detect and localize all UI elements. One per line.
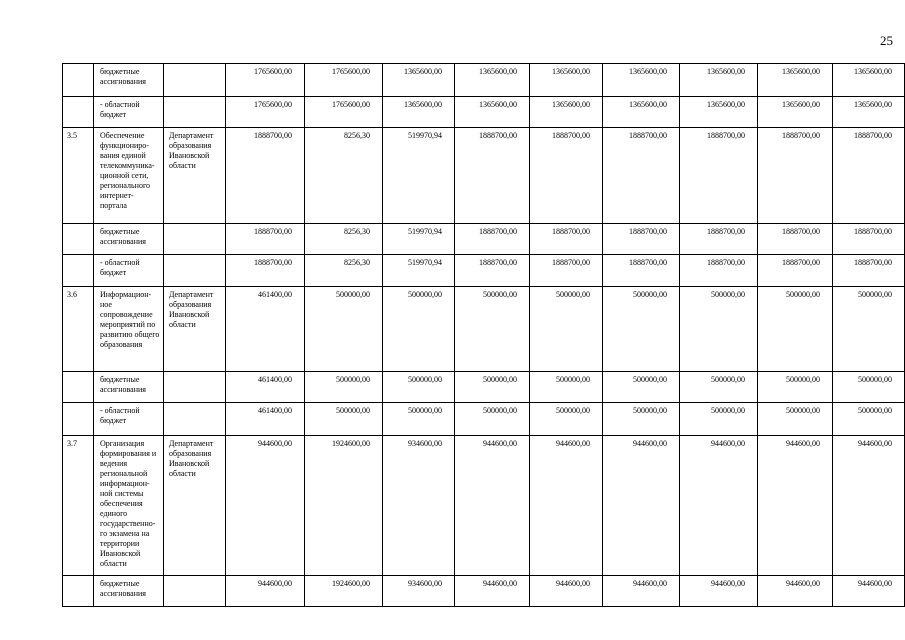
row-name-cell: - областной бюджет [94,97,164,128]
row-value-cell: 1365600,00 [383,97,455,128]
row-name-cell: - областной бюджет [94,255,164,287]
row-value-cell: 1888700,00 [758,224,833,255]
row-executor-cell [164,255,226,287]
row-value-cell: 944600,00 [680,576,758,607]
row-value-cell: 1888700,00 [833,224,905,255]
row-value-cell: 519970,94 [383,224,455,255]
row-value-cell: 1765600,00 [305,64,383,97]
row-value-cell: 500000,00 [833,287,905,372]
row-value-cell: 500000,00 [455,287,530,372]
row-value-cell: 944600,00 [833,436,905,576]
row-value-cell: 461400,00 [226,403,305,436]
row-executor-cell [164,403,226,436]
row-value-cell: 1888700,00 [530,224,603,255]
table-row [63,403,905,436]
row-value-cell: 1888700,00 [226,128,305,224]
row-value-cell: 1365600,00 [603,97,680,128]
row-value-cell: 1365600,00 [758,97,833,128]
row-value-cell: 500000,00 [833,372,905,403]
row-value-cell: 500000,00 [680,287,758,372]
row-value-cell: 934600,00 [383,576,455,607]
row-name-cell: бюджетные ассигнования [94,372,164,403]
table-row [63,255,905,287]
row-value-cell: 944600,00 [226,436,305,576]
row-value-cell: 1888700,00 [455,224,530,255]
table-row [63,128,905,224]
row-index-cell: 3.5 [63,128,94,224]
row-value-cell: 8256,30 [305,224,383,255]
row-value-cell: 461400,00 [226,287,305,372]
row-value-cell: 1365600,00 [833,97,905,128]
row-value-cell: 1365600,00 [530,64,603,97]
row-value-cell: 500000,00 [455,372,530,403]
row-value-cell: 500000,00 [305,403,383,436]
row-value-cell: 1888700,00 [226,255,305,287]
row-value-cell: 1888700,00 [833,255,905,287]
row-value-cell: 934600,00 [383,436,455,576]
row-value-cell: 944600,00 [603,436,680,576]
row-name-cell: бюджетные ассигнования [94,64,164,97]
row-value-cell: 944600,00 [603,576,680,607]
row-executor-cell: Департамент образования Ивановской области [164,287,226,372]
row-value-cell: 500000,00 [383,287,455,372]
row-value-cell: 500000,00 [603,403,680,436]
row-value-cell: 1888700,00 [680,224,758,255]
row-value-cell: 944600,00 [455,576,530,607]
row-value-cell: 1365600,00 [603,64,680,97]
row-value-cell: 1888700,00 [833,128,905,224]
row-index-cell: 3.6 [63,287,94,372]
row-value-cell: 1924600,00 [305,576,383,607]
row-executor-cell [164,97,226,128]
row-name-cell: Обеспечение функциониро-вания единой телекоммуника-ционной сети, регионального интернет-портала [94,128,164,224]
table-row [63,97,905,128]
row-executor-cell [164,64,226,97]
row-executor-cell [164,224,226,255]
row-value-cell: 461400,00 [226,372,305,403]
row-value-cell: 519970,94 [383,128,455,224]
table-row [63,436,905,576]
row-value-cell: 944600,00 [530,576,603,607]
row-value-cell: 1888700,00 [680,128,758,224]
row-index-cell: 3.7 [63,436,94,576]
row-value-cell: 1765600,00 [226,64,305,97]
row-name-cell: Организация формирования и ведения региональной информацион-ной системы обеспечения единого государственно-го экзамена на территории Ивановской области [94,436,164,576]
table-row [63,576,905,607]
row-name-cell: Информацион-ное сопровождение мероприятий по развитию общего образования [94,287,164,372]
table-body [63,64,905,607]
row-value-cell: 944600,00 [758,436,833,576]
row-value-cell: 1888700,00 [455,255,530,287]
row-value-cell: 1888700,00 [603,128,680,224]
row-value-cell: 500000,00 [383,403,455,436]
row-index-cell [63,403,94,436]
row-name-cell: - областной бюджет [94,403,164,436]
budget-table [62,63,905,607]
row-value-cell: 1888700,00 [603,224,680,255]
row-value-cell: 1888700,00 [758,128,833,224]
row-value-cell: 1888700,00 [758,255,833,287]
row-value-cell: 500000,00 [758,372,833,403]
row-value-cell: 1365600,00 [530,97,603,128]
row-value-cell: 500000,00 [530,372,603,403]
row-value-cell: 500000,00 [530,287,603,372]
row-value-cell: 1765600,00 [305,97,383,128]
row-value-cell: 500000,00 [680,403,758,436]
row-value-cell: 1365600,00 [455,64,530,97]
row-value-cell: 1888700,00 [603,255,680,287]
row-value-cell: 1365600,00 [680,64,758,97]
row-value-cell: 944600,00 [758,576,833,607]
row-index-cell [63,255,94,287]
table-row [63,224,905,255]
page-number: 25 [880,33,893,48]
row-value-cell: 944600,00 [530,436,603,576]
row-value-cell: 500000,00 [603,372,680,403]
table-row [63,287,905,372]
row-value-cell: 944600,00 [680,436,758,576]
row-value-cell: 1365600,00 [680,97,758,128]
row-index-cell [63,224,94,255]
row-executor-cell: Департамент образования Ивановской области [164,436,226,576]
row-index-cell [63,576,94,607]
row-value-cell: 944600,00 [226,576,305,607]
row-value-cell: 944600,00 [455,436,530,576]
row-value-cell: 8256,30 [305,128,383,224]
row-value-cell: 1365600,00 [455,97,530,128]
row-name-cell: бюджетные ассигнования [94,224,164,255]
row-value-cell: 1888700,00 [680,255,758,287]
row-value-cell: 944600,00 [833,576,905,607]
row-executor-cell [164,372,226,403]
row-index-cell [63,64,94,97]
row-value-cell: 1365600,00 [758,64,833,97]
row-value-cell: 1365600,00 [383,64,455,97]
row-value-cell: 1888700,00 [455,128,530,224]
row-value-cell: 500000,00 [833,403,905,436]
row-value-cell: 1365600,00 [833,64,905,97]
row-value-cell: 1888700,00 [226,224,305,255]
row-value-cell: 500000,00 [455,403,530,436]
row-value-cell: 1924600,00 [305,436,383,576]
row-value-cell: 500000,00 [758,287,833,372]
table-row [63,64,905,97]
row-name-cell: бюджетные ассигнования [94,576,164,607]
row-executor-cell [164,576,226,607]
row-value-cell: 1888700,00 [530,128,603,224]
row-value-cell: 500000,00 [305,287,383,372]
row-value-cell: 500000,00 [383,372,455,403]
row-value-cell: 519970,94 [383,255,455,287]
row-index-cell [63,372,94,403]
row-index-cell [63,97,94,128]
row-value-cell: 500000,00 [758,403,833,436]
table-row [63,372,905,403]
row-value-cell: 500000,00 [680,372,758,403]
row-value-cell: 500000,00 [603,287,680,372]
row-value-cell: 1888700,00 [530,255,603,287]
row-value-cell: 8256,30 [305,255,383,287]
row-value-cell: 1765600,00 [226,97,305,128]
row-value-cell: 500000,00 [530,403,603,436]
row-executor-cell: Департамент образования Ивановской области [164,128,226,224]
row-value-cell: 500000,00 [305,372,383,403]
